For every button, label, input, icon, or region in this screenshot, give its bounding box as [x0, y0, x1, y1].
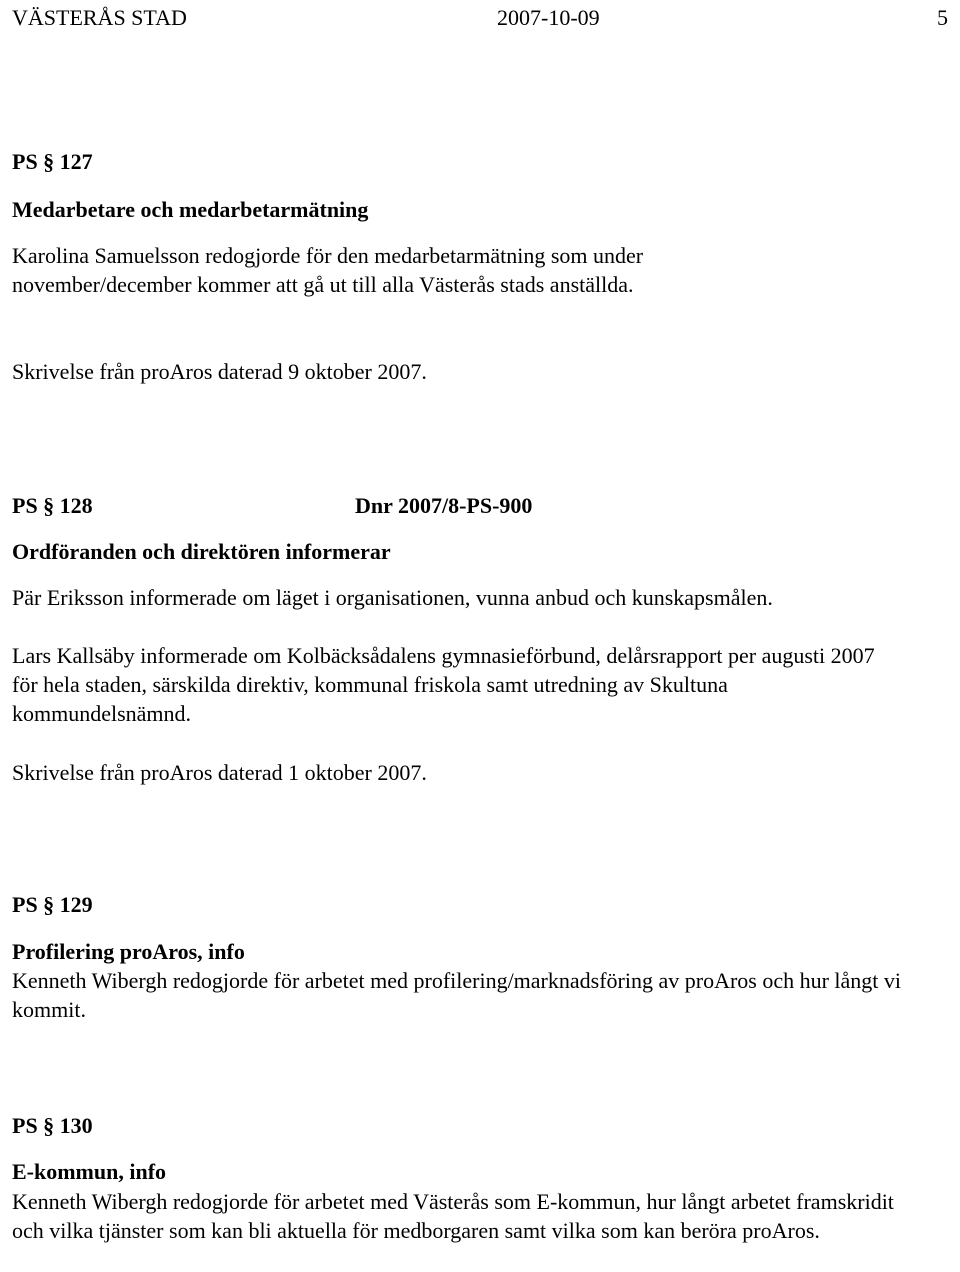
section-paragraph — [12, 1187, 922, 1245]
section-paragraph — [12, 583, 948, 612]
section-number: PS § 128 — [12, 493, 93, 518]
section-paragraph — [12, 241, 792, 299]
paragraph-text: Kenneth Wibergh redogjorde för arbetet med profilering/marknadsföring av proAros och hur långt vi kommit. — [12, 968, 902, 1022]
section-number-row — [12, 491, 948, 520]
section-ps-127-number-row — [12, 147, 948, 176]
section-number: PS § 129 — [12, 892, 93, 917]
section-ps-129-number-row — [12, 890, 948, 919]
paragraph-text: Karolina Samuelsson redogjorde för den medarbetarmätning som under november/december kommer att gå ut till alla Västerås stads anställda. — [12, 243, 644, 297]
paragraph-text: Skrivelse från proAros daterad 1 oktober 2007. — [12, 760, 427, 785]
section-paragraph — [12, 641, 902, 728]
organization-name: VÄSTERÅS STAD — [12, 5, 187, 30]
section-ps-130-number-row — [12, 1111, 948, 1140]
section-title: Medarbetare och medarbetarmätning — [12, 197, 369, 222]
section-title: Profilering proAros, info — [12, 939, 245, 964]
paragraph-text: Skrivelse från proAros daterad 9 oktober 2007. — [12, 359, 427, 384]
section-number: PS § 130 — [12, 1113, 93, 1138]
section-paragraph — [12, 758, 948, 787]
diary-number: Dnr 2007/8-PS-900 — [355, 493, 533, 518]
paragraph-text: Lars Kallsäby informerade om Kolbäcksådalens gymnasieförbund, delårsrapport per augusti 2007 för hela staden, särskilda direktiv, kommunal friskola samt utredning av Skultuna kommundelsnämnd. — [12, 643, 875, 726]
section-number: PS § 127 — [12, 149, 93, 174]
section-title: Ordföranden och direktören informerar — [12, 539, 391, 564]
section-title: E-kommun, info — [12, 1159, 167, 1184]
paragraph-text: Kenneth Wibergh redogjorde för arbetet med Västerås som E-kommun, hur långt arbetet framskridit och vilka tjänster som kan bli aktuella för medborgaren samt vilka som kan beröra proAros. — [12, 1189, 894, 1243]
section-ps-128-number-row — [12, 491, 948, 520]
page-number: 5 — [937, 5, 948, 30]
section-paragraph — [12, 966, 922, 1024]
paragraph-text: Pär Eriksson informerade om läget i organisationen, vunna anbud och kunskapsmålen. — [12, 585, 773, 610]
document-date: 2007-10-09 — [497, 5, 600, 30]
section-paragraph — [12, 357, 948, 386]
page-header — [12, 3, 948, 33]
